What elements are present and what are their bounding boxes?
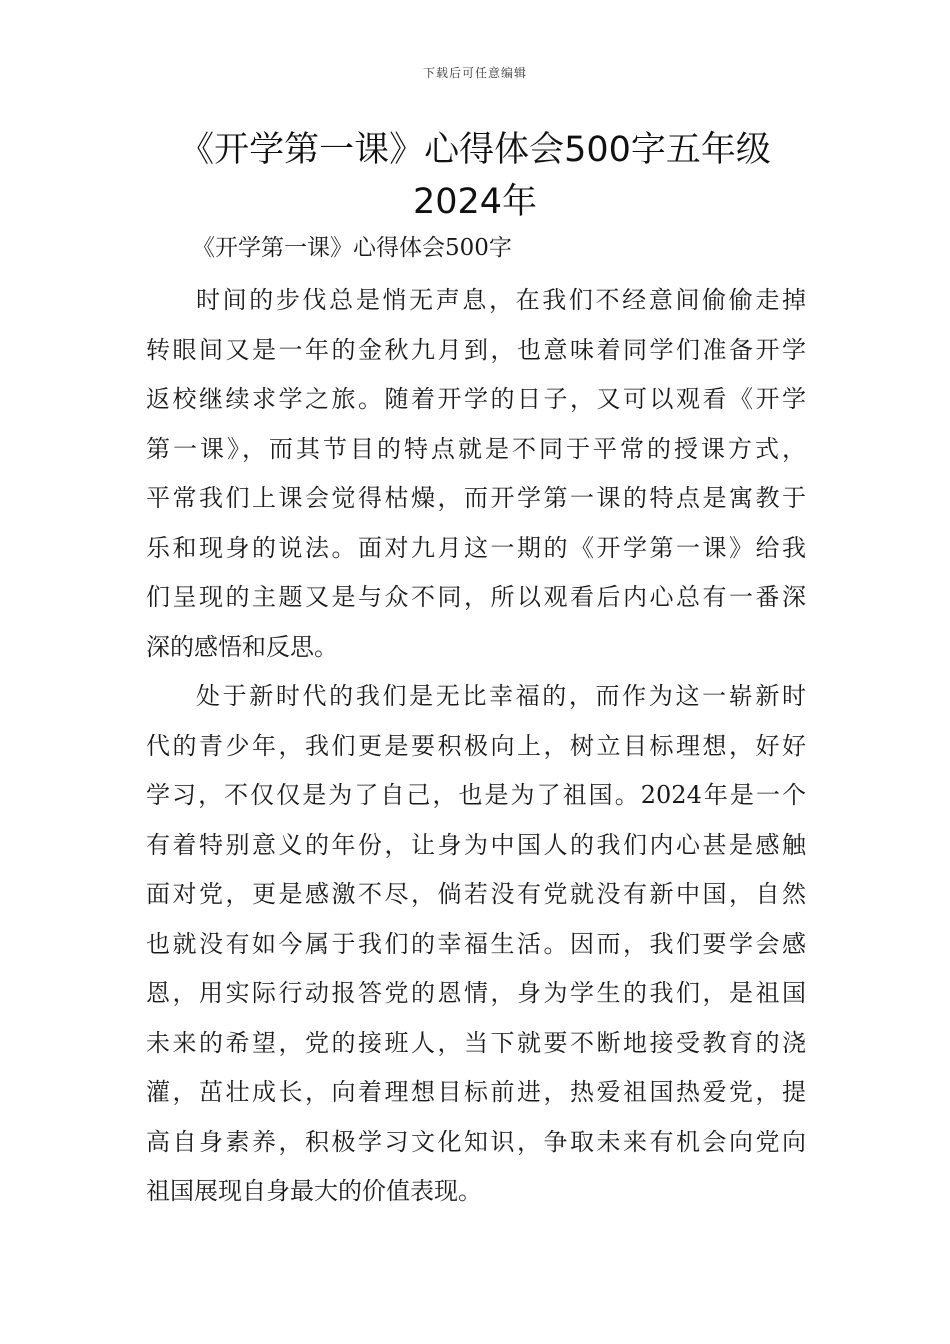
title-line-1: 《开学第一课》心得体会500字五年级 <box>179 130 771 170</box>
paragraph-line: 代的青少年，我们更是要积极向上，树立目标理想，好好 <box>146 731 806 760</box>
paragraph-line: 返校继续求学之旅。随着开学的日子，又可以观看《开学 <box>146 385 806 413</box>
paragraph-line: 也就没有如今属于我们的幸福生活。因而，我们要学会感 <box>146 929 806 958</box>
paragraph-line: 学习，不仅仅是为了自己，也是为了祖国。2024年是一个 <box>146 781 806 809</box>
paragraph-1 <box>146 280 806 676</box>
paragraph-line: 乐和现身的说法。面对九月这一期的《开学第一课》给我 <box>146 533 806 562</box>
paragraph-line: 恩，用实际行动报答党的恩情，身为学生的我们，是祖国 <box>146 979 806 1007</box>
paragraph-line: 灌，茁壮成长，向着理想目标前进，热爱祖国热爱党，提 <box>146 1078 806 1106</box>
header-note: 下载后可任意编辑 <box>422 66 527 80</box>
paragraph-line: 们呈现的主题又是与众不同，所以观看后内心总有一番深 <box>146 583 806 611</box>
paragraph-line: 未来的希望，党的接班人，当下就要不断地接受教育的浇 <box>146 1028 806 1057</box>
document-subtitle: 《开学第一课》心得体会500字 <box>192 235 512 261</box>
paragraph-line: 面对党，更是感激不尽，倘若没有党就没有新中国，自然 <box>146 880 806 908</box>
title-line-2: 2024年 <box>412 182 538 222</box>
paragraph-line: 祖国展现自身最大的价值表现。 <box>146 1177 482 1205</box>
paragraph-line: 深的感悟和反思。 <box>146 632 338 661</box>
paragraph-line: 转眼间又是一年的金秋九月到，也意味着同学们准备开学 <box>146 335 806 364</box>
paragraph-line: 时间的步伐总是悄无声息，在我们不经意间偷偷走掉 <box>196 286 806 314</box>
paragraph-line: 高自身素养，积极学习文化知识，争取未来有机会向党向 <box>146 1127 806 1156</box>
paragraph-2 <box>146 676 806 1221</box>
document-title <box>120 124 830 228</box>
paragraph-line: 处于新时代的我们是无比幸福的，而作为这一崭新时 <box>196 682 806 710</box>
paragraph-line: 平常我们上课会觉得枯燥，而开学第一课的特点是寓教于 <box>146 484 806 512</box>
paragraph-line: 有着特别意义的年份，让身为中国人的我们内心甚是感触 <box>146 830 806 859</box>
paragraph-line: 第一课》，而其节目的特点就是不同于平常的授课方式， <box>146 434 806 463</box>
